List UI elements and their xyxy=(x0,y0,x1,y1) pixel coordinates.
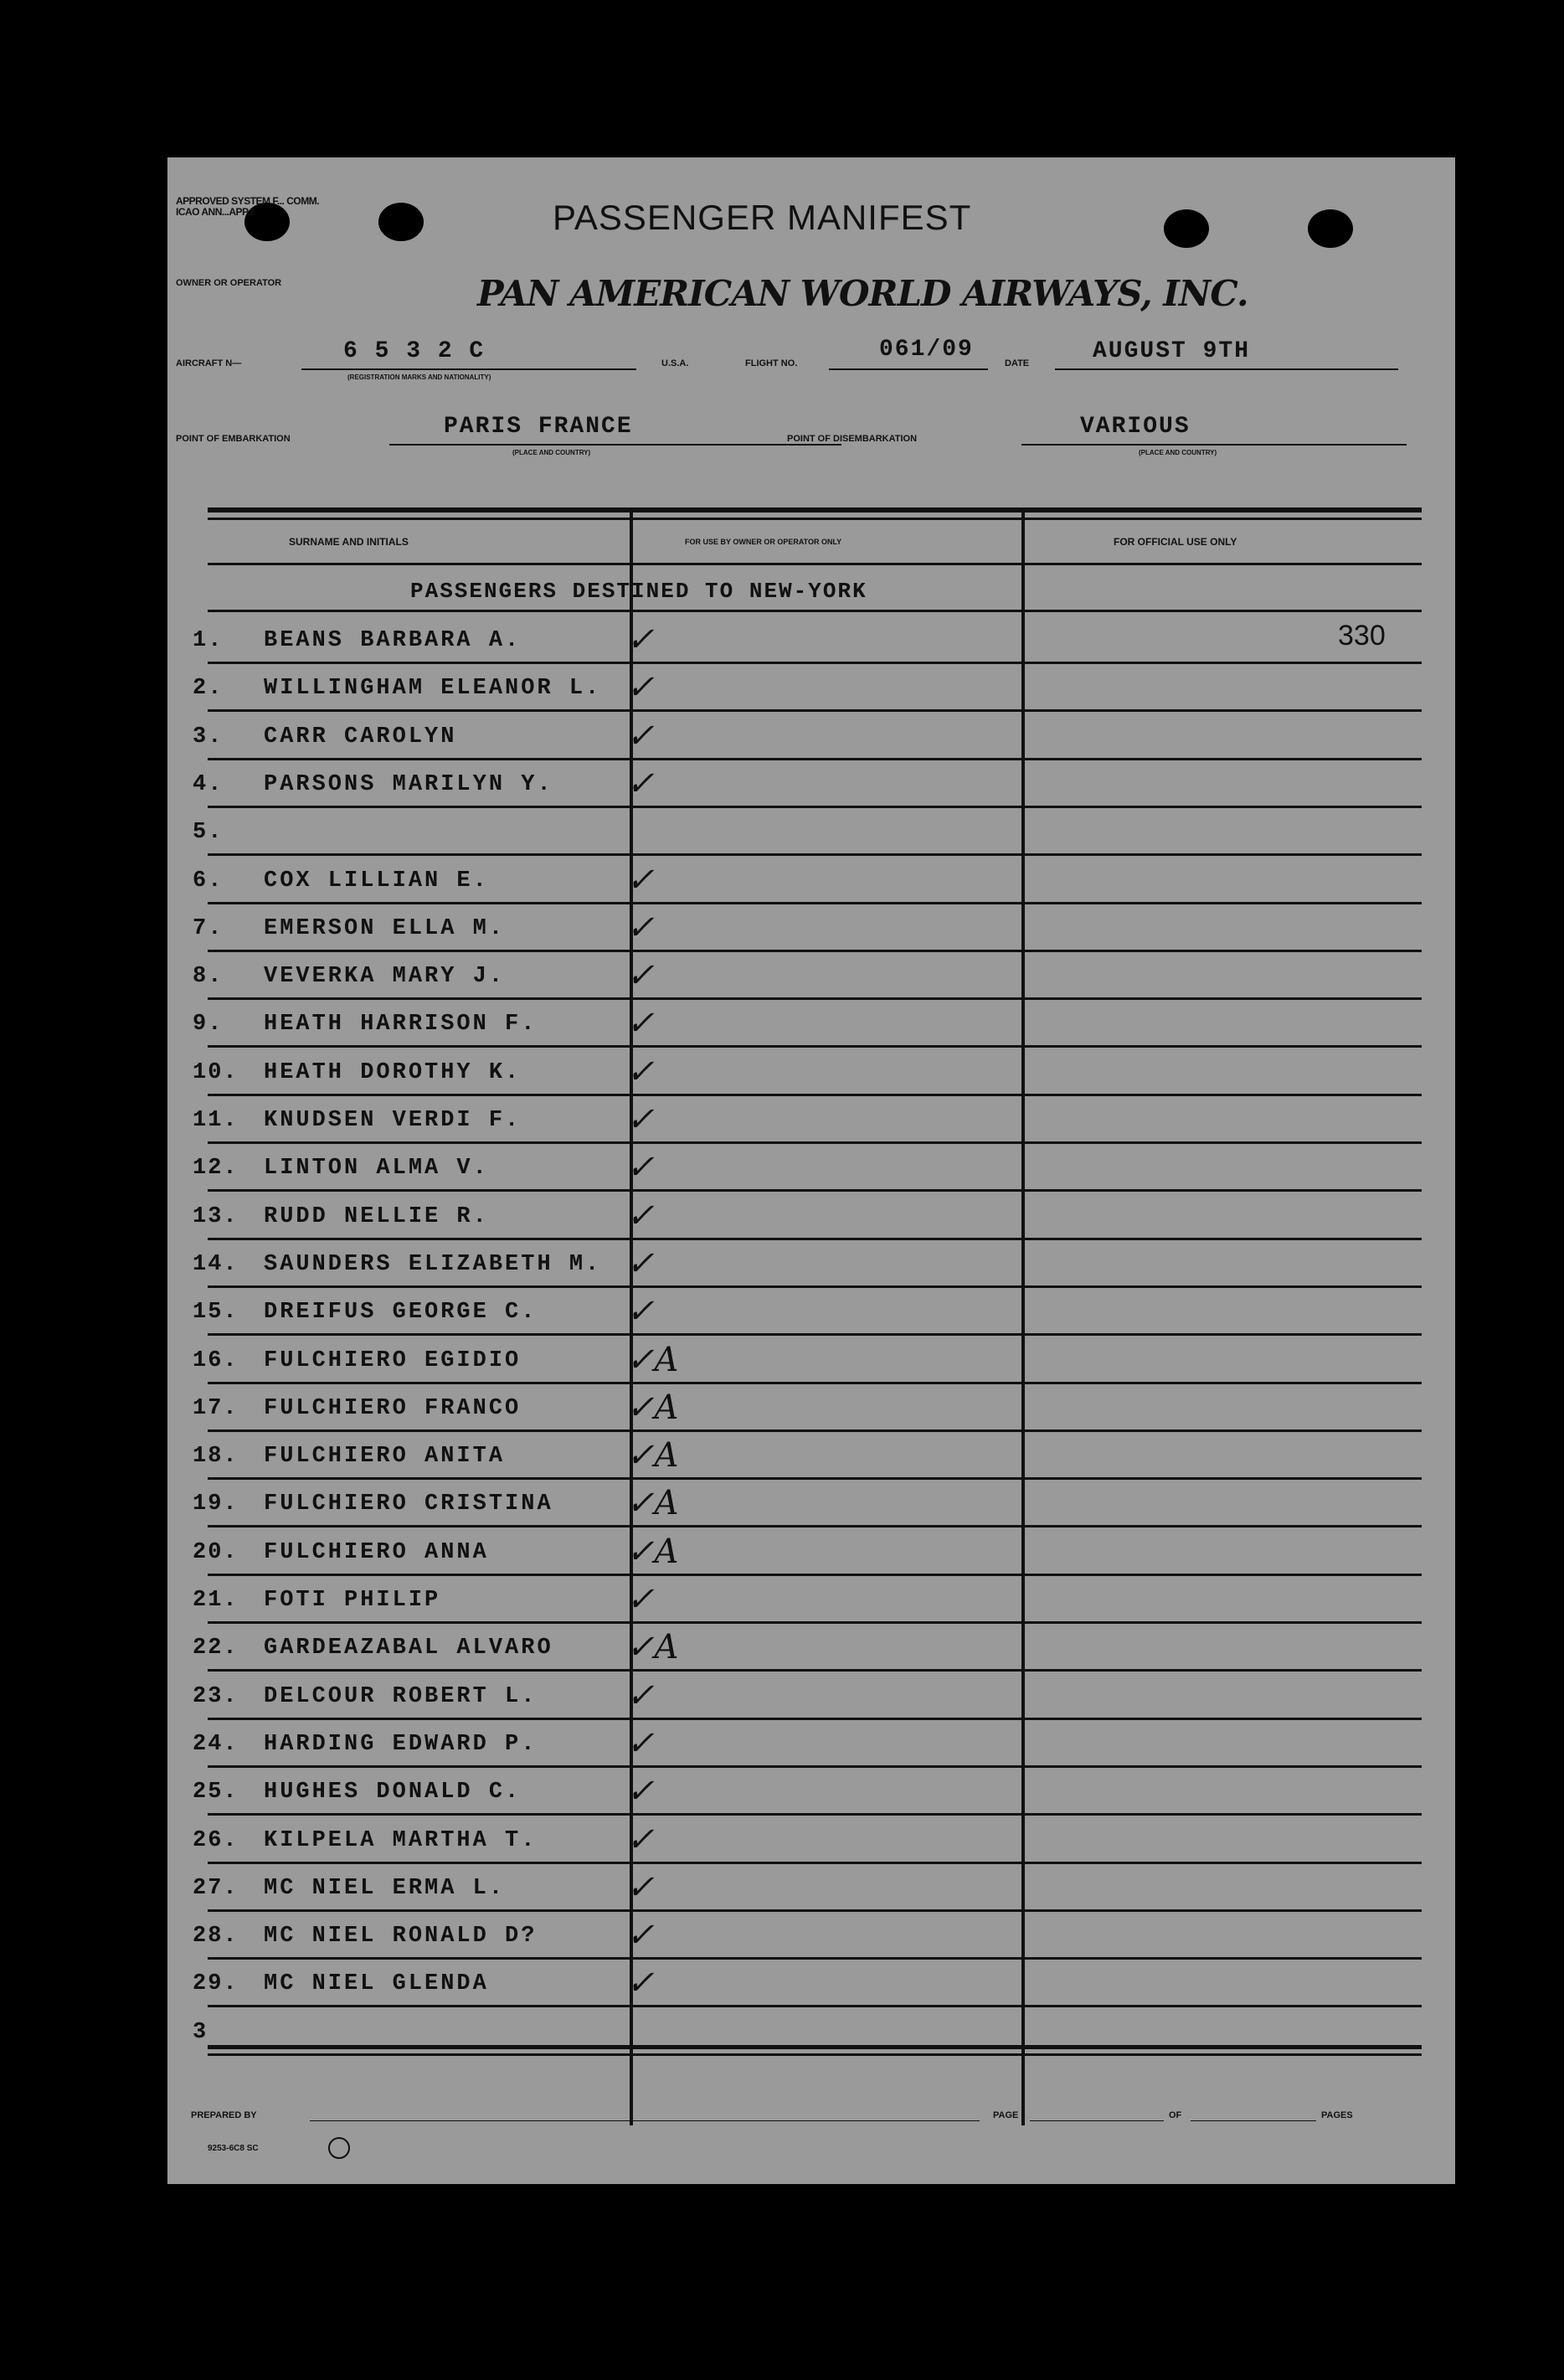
row-number: 27. xyxy=(193,1875,239,1901)
punch-hole xyxy=(1308,209,1353,248)
table-row xyxy=(193,1096,1432,1143)
row-number: 15. xyxy=(193,1300,239,1326)
row-number: 10. xyxy=(193,1059,239,1085)
check-mark-icon: ✓A xyxy=(626,1388,679,1427)
union-label-icon xyxy=(328,2137,350,2159)
aircraft-underline xyxy=(301,368,636,370)
passenger-name: CARR CAROLYN xyxy=(264,724,457,750)
passenger-name: RUDD NELLIE R. xyxy=(264,1203,489,1229)
table-row xyxy=(193,1193,1432,1239)
table-row xyxy=(193,616,1432,663)
row-number: 22. xyxy=(193,1636,239,1661)
passenger-name: HEATH HARRISON F. xyxy=(264,1012,538,1038)
table-row xyxy=(193,1720,1432,1767)
table-row xyxy=(193,1432,1432,1479)
check-mark-icon: ✓ xyxy=(626,1148,655,1187)
passenger-name: KNUDSEN VERDI F. xyxy=(264,1108,522,1133)
table-row xyxy=(193,1576,1432,1623)
check-mark-icon: ✓ xyxy=(626,621,655,659)
check-mark-icon: ✓A xyxy=(626,1436,679,1476)
aircraft-caption: (REGISTRATION MARKS AND NATIONALITY) xyxy=(347,373,491,381)
table-row xyxy=(193,1240,1432,1287)
page-label: PAGE xyxy=(993,2110,1019,2120)
passenger-name: MC NIEL GLENDA xyxy=(264,1971,489,1997)
check-mark-icon: ✓ xyxy=(626,1916,655,1955)
check-mark-icon: ✓ xyxy=(626,908,655,947)
passenger-name: EMERSON ELLA M. xyxy=(264,915,506,941)
passenger-name: WILLINGHAM ELEANOR L. xyxy=(264,676,602,702)
table-row xyxy=(193,808,1432,855)
table-row xyxy=(193,664,1432,711)
table-row xyxy=(193,1480,1432,1527)
row-number: 28. xyxy=(193,1924,239,1950)
table-top-rule-2 xyxy=(208,518,1422,520)
row-number: 5. xyxy=(193,820,224,846)
row-number: 24. xyxy=(193,1731,239,1757)
check-mark-icon: ✓ xyxy=(626,1867,655,1907)
form-code: 9253-6C8 SC xyxy=(208,2144,259,2153)
check-mark-icon: ✓A xyxy=(626,1484,679,1523)
row-rule xyxy=(208,2053,1422,2056)
table-row xyxy=(193,1672,1432,1719)
column-header-official: FOR OFFICIAL USE ONLY xyxy=(1114,536,1237,548)
check-mark-icon: ✓ xyxy=(626,1292,655,1332)
row-number: 1. xyxy=(193,628,224,653)
manifest-page xyxy=(167,157,1455,2184)
passenger-name: FULCHIERO EGIDIO xyxy=(264,1347,522,1373)
check-mark-icon: ✓ xyxy=(626,1100,655,1139)
check-mark-icon: ✓ xyxy=(626,860,655,899)
check-mark-icon: ✓A xyxy=(626,1628,679,1667)
check-mark-icon: ✓ xyxy=(626,1580,655,1619)
disembark-value: VARIOUS xyxy=(1080,414,1191,440)
aircraft-label: AIRCRAFT N— xyxy=(176,358,242,368)
row-number: 17. xyxy=(193,1395,239,1421)
table-row xyxy=(193,1000,1432,1047)
passenger-name: DREIFUS GEORGE C. xyxy=(264,1300,538,1326)
table-row xyxy=(193,1912,1432,1959)
row-number: 23. xyxy=(193,1683,239,1709)
passenger-name: HUGHES DONALD C. xyxy=(264,1780,522,1806)
passenger-name: GARDEAZABAL ALVARO xyxy=(264,1636,553,1661)
check-mark-icon: ✓ xyxy=(626,668,655,708)
passenger-name: MC NIEL ERMA L. xyxy=(264,1875,506,1901)
table-row xyxy=(193,1624,1432,1671)
approval-note: APPROVED SYSTEM F... COMM. ICAO ANN...APP.2 xyxy=(176,195,320,218)
table-row xyxy=(193,1864,1432,1911)
check-mark-icon: ✓ xyxy=(626,1820,655,1859)
row-number: 16. xyxy=(193,1347,239,1373)
table-row xyxy=(193,1144,1432,1191)
check-mark-icon: ✓A xyxy=(626,1532,679,1571)
table-row xyxy=(193,1048,1432,1095)
official-number: 330 xyxy=(1338,620,1386,652)
table-row xyxy=(193,1960,1432,2007)
check-mark-icon: ✓ xyxy=(626,956,655,996)
row-number: 26. xyxy=(193,1827,239,1853)
table-row xyxy=(193,857,1432,904)
disembark-underline xyxy=(1021,444,1407,446)
passenger-name: SAUNDERS ELIZABETH M. xyxy=(264,1251,602,1277)
prepared-by-label: PREPARED BY xyxy=(191,2110,257,2120)
table-row xyxy=(193,760,1432,807)
date-label: DATE xyxy=(1005,358,1030,368)
page-title: PASSENGER MANIFEST xyxy=(553,198,972,237)
flight-underline xyxy=(829,368,988,370)
passenger-name: FULCHIERO FRANCO xyxy=(264,1395,522,1421)
row-number: 20. xyxy=(193,1539,239,1565)
check-mark-icon: ✓A xyxy=(626,1340,679,1379)
table-row xyxy=(193,1337,1432,1383)
page-line xyxy=(1030,2120,1164,2121)
passenger-name: HARDING EDWARD P. xyxy=(264,1731,538,1757)
row-number: 3. xyxy=(193,724,224,750)
of-line xyxy=(1191,2120,1316,2121)
pages-label: PAGES xyxy=(1321,2110,1353,2120)
check-mark-icon: ✓ xyxy=(626,1052,655,1091)
prepared-by-line xyxy=(310,2120,980,2121)
table-row xyxy=(193,952,1432,999)
embark-value: PARIS FRANCE xyxy=(444,414,633,440)
header-bottom-rule xyxy=(208,563,1422,565)
passenger-name: VEVERKA MARY J. xyxy=(264,964,506,990)
table-row xyxy=(193,904,1432,951)
embark-caption: (PLACE AND COUNTRY) xyxy=(512,449,591,456)
row-number: 6. xyxy=(193,868,224,894)
disembark-caption: (PLACE AND COUNTRY) xyxy=(1139,449,1217,456)
check-mark-icon: ✓ xyxy=(626,716,655,755)
check-mark-icon: ✓ xyxy=(626,1196,655,1235)
table-row xyxy=(193,1384,1432,1431)
column-header-owner: FOR USE BY OWNER OR OPERATOR ONLY xyxy=(685,538,842,546)
owner-label: OWNER OR OPERATOR xyxy=(176,278,282,288)
flight-label: FLIGHT NO. xyxy=(745,358,798,368)
check-mark-icon: ✓ xyxy=(626,1004,655,1043)
row-number: 4. xyxy=(193,771,224,797)
row-number: 13. xyxy=(193,1203,239,1229)
row-number: 12. xyxy=(193,1156,239,1182)
check-mark-icon: ✓ xyxy=(626,1676,655,1715)
row-number: 25. xyxy=(193,1780,239,1806)
operator-name: PAN AMERICAN WORLD AIRWAYS, INC. xyxy=(477,273,1248,314)
embark-label: POINT OF EMBARKATION xyxy=(176,434,291,444)
of-label: OF xyxy=(1169,2110,1182,2120)
row-number: 18. xyxy=(193,1444,239,1470)
table-row xyxy=(193,1288,1432,1335)
check-mark-icon: ✓ xyxy=(626,1772,655,1811)
passenger-subheading: PASSENGERS DESTINED TO NEW-YORK xyxy=(410,579,867,604)
check-mark-icon: ✓ xyxy=(626,1723,655,1763)
table-row xyxy=(193,713,1432,760)
check-mark-icon: ✓ xyxy=(626,764,655,803)
punch-hole xyxy=(378,203,424,241)
passenger-name: KILPELA MARTHA T. xyxy=(264,1827,538,1853)
disembark-label: POINT OF DISEMBARKATION xyxy=(787,434,918,444)
passenger-name: FULCHIERO ANITA xyxy=(264,1444,506,1470)
subheading-rule xyxy=(208,610,1422,612)
date-underline xyxy=(1055,368,1398,370)
passenger-name: HEATH DOROTHY K. xyxy=(264,1059,522,1085)
row-number: 11. xyxy=(193,1108,239,1133)
flight-value: 061/09 xyxy=(879,337,974,363)
row-number: 9. xyxy=(193,1012,224,1038)
row-number: 8. xyxy=(193,964,224,990)
embark-underline xyxy=(389,444,841,446)
punch-hole xyxy=(1164,209,1209,248)
row-number: 21. xyxy=(193,1588,239,1613)
aircraft-value: 6 5 3 2 C xyxy=(343,338,486,364)
date-value: AUGUST 9TH xyxy=(1093,338,1251,364)
country-label: U.S.A. xyxy=(661,358,689,368)
passenger-name: MC NIEL RONALD D? xyxy=(264,1924,538,1950)
passenger-name: FOTI PHILIP xyxy=(264,1588,441,1613)
passenger-name: BEANS BARBARA A. xyxy=(264,628,522,653)
row-number: 29. xyxy=(193,1971,239,1997)
passenger-name: FULCHIERO ANNA xyxy=(264,1539,489,1565)
row-number: 7. xyxy=(193,915,224,941)
row-number: 2. xyxy=(193,676,224,702)
check-mark-icon: ✓ xyxy=(626,1964,655,2003)
passenger-name: LINTON ALMA V. xyxy=(264,1156,489,1182)
check-mark-icon: ✓ xyxy=(626,1244,655,1283)
row-number: 19. xyxy=(193,1491,239,1517)
table-row xyxy=(193,1528,1432,1575)
table-bottom-rule xyxy=(208,2045,1422,2049)
passenger-name: PARSONS MARILYN Y. xyxy=(264,771,553,797)
passenger-name: FULCHIERO CRISTINA xyxy=(264,1491,553,1517)
table-row xyxy=(193,1768,1432,1815)
table-row xyxy=(193,1816,1432,1863)
passenger-name: COX LILLIAN E. xyxy=(264,868,489,894)
passenger-name: DELCOUR ROBERT L. xyxy=(264,1683,538,1709)
table-top-rule xyxy=(208,507,1422,513)
row-number: 14. xyxy=(193,1251,239,1277)
row-number: 3 xyxy=(193,2019,208,2045)
column-header-names: SURNAME AND INITIALS xyxy=(289,536,409,548)
